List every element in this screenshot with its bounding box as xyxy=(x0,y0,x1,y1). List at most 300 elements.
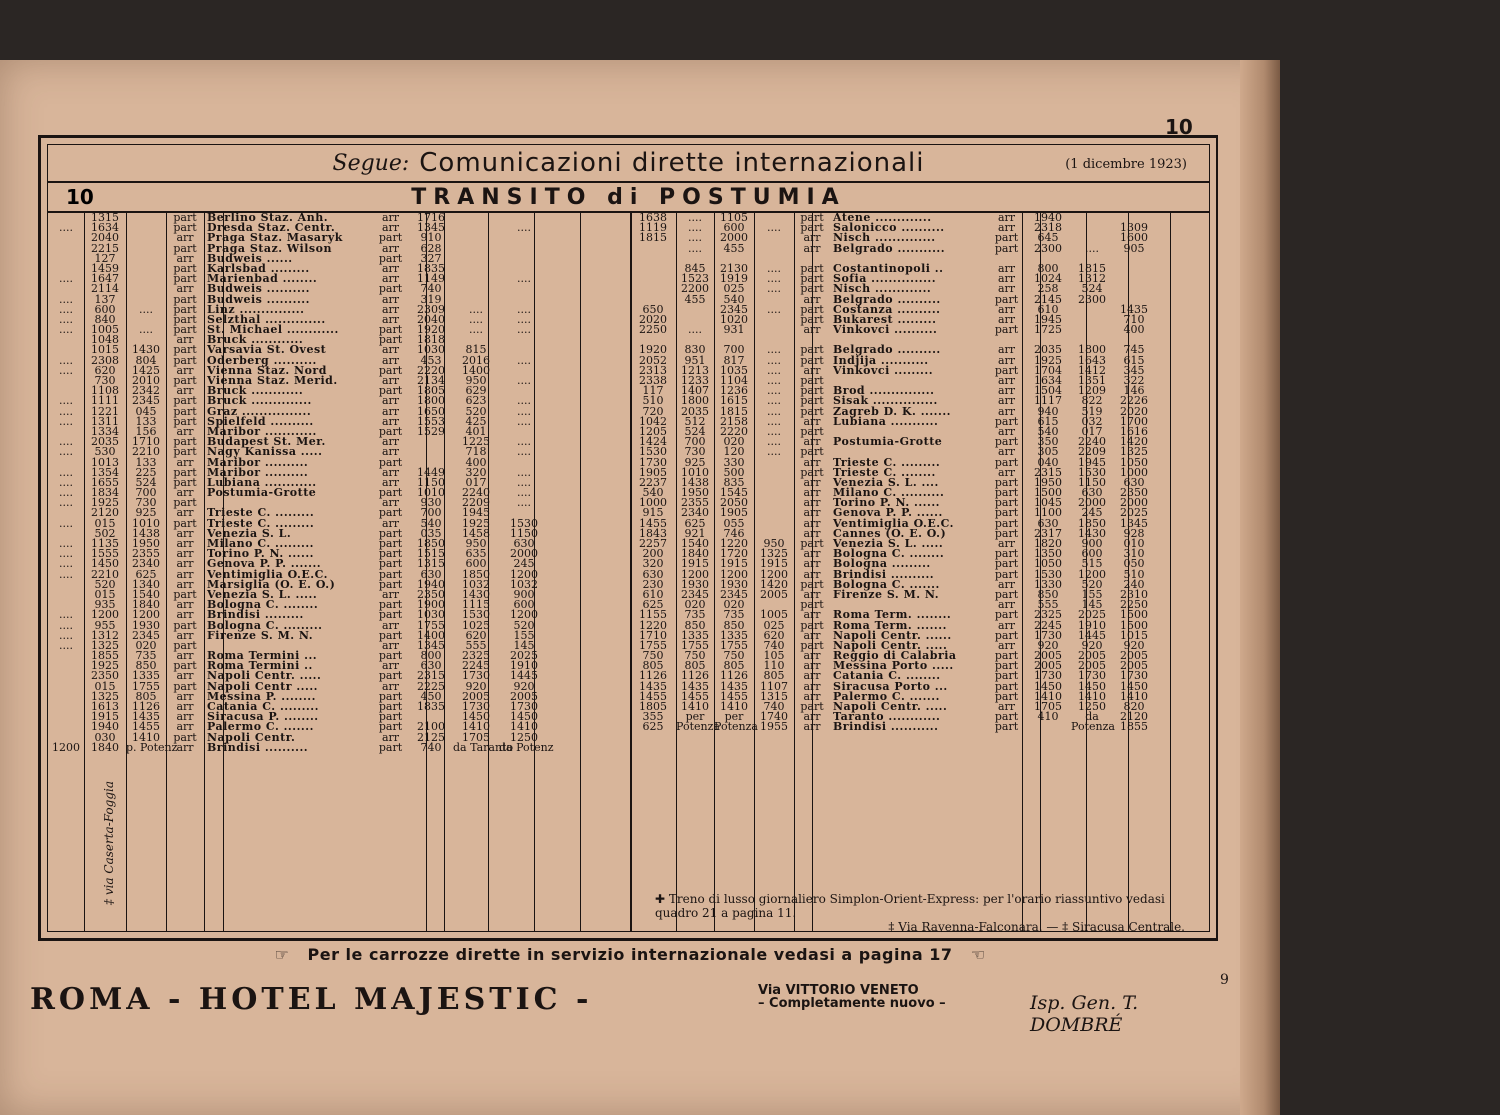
station-name: Vienna Staz. Nord xyxy=(207,363,327,377)
table-cell: arr xyxy=(803,516,821,530)
station-name: Belgrado ........... xyxy=(833,241,946,255)
table-cell xyxy=(126,284,166,294)
station-name: Zagreb D. K. ....... xyxy=(833,404,951,418)
table-cell: 1530 xyxy=(1078,465,1106,479)
table-cell: 615 xyxy=(1037,414,1059,428)
table-cell: part xyxy=(994,547,1019,561)
table-cell: 1000 xyxy=(639,496,667,510)
table-cell: 1730 xyxy=(510,700,538,713)
table-cell xyxy=(126,213,166,223)
table-cell: 1940 xyxy=(417,577,445,591)
table-cell: 1438 xyxy=(132,526,160,540)
table-cell: 735 xyxy=(723,608,745,622)
station-name: Venezia S. L. xyxy=(207,526,292,540)
table-cell: .... xyxy=(59,638,73,652)
table-cell xyxy=(409,437,453,447)
table-cell: 1930 xyxy=(720,577,748,591)
table-cell: arr xyxy=(381,638,400,652)
table-cell: part xyxy=(994,608,1019,622)
table-cell: 1325 xyxy=(760,547,788,561)
table-cell: 1755 xyxy=(417,618,445,632)
table-cell: 2025 xyxy=(510,649,538,663)
table-cell: 2020 xyxy=(639,312,667,326)
table-cell: 1048 xyxy=(91,333,119,347)
table-cell: .... xyxy=(767,414,781,428)
table-cell xyxy=(48,233,84,243)
hotel-name: ROMA - HOTEL MAJESTIC - xyxy=(30,982,593,1017)
table-cell xyxy=(754,458,794,468)
table-cell xyxy=(630,274,676,284)
table-row xyxy=(48,233,630,243)
table-cell: p. Potenz xyxy=(126,740,178,754)
table-cell: 2052 xyxy=(639,353,667,367)
table-cell: 2210 xyxy=(91,567,119,581)
table-cell: 455 xyxy=(684,292,706,306)
table-cell: arr xyxy=(803,435,821,449)
table-cell: 750 xyxy=(684,649,706,663)
table-cell: .... xyxy=(59,221,73,235)
table-cell: 1455 xyxy=(720,689,748,703)
table-cell: 1010 xyxy=(132,516,160,530)
table-cell: 1600 xyxy=(1120,231,1148,245)
table-cell: part xyxy=(378,649,403,663)
table-cell: arr xyxy=(176,710,194,724)
table-cell: .... xyxy=(517,374,531,387)
table-cell: 453 xyxy=(420,353,442,367)
station-name: Napoli Centr. ..... xyxy=(833,638,948,652)
table-cell: 025 xyxy=(763,618,785,632)
table-cell xyxy=(754,233,794,243)
table-cell: 840 xyxy=(94,312,116,326)
table-cell: 520 xyxy=(465,404,487,418)
table-cell: part xyxy=(994,649,1019,663)
table-cell: 2125 xyxy=(417,730,445,744)
table-cell: part xyxy=(173,261,197,275)
header-row xyxy=(48,145,1209,183)
table-cell: 1458 xyxy=(462,526,490,540)
table-cell: arr xyxy=(176,537,194,550)
table-cell: part xyxy=(173,587,197,601)
table-cell: arr xyxy=(803,689,821,703)
table-cell: .... xyxy=(59,302,73,316)
table-cell: arr xyxy=(803,608,821,622)
table-cell xyxy=(453,264,499,274)
table-cell: 2050 xyxy=(720,496,748,510)
table-cell: 1850 xyxy=(462,567,490,581)
table-cell: 1150 xyxy=(417,475,445,489)
table-cell: arr xyxy=(381,618,400,632)
table-cell: 2005 xyxy=(1078,659,1106,673)
table-cell: arr xyxy=(997,577,1016,591)
table-cell xyxy=(409,447,453,457)
table-cell: part xyxy=(994,292,1019,306)
table-cell: 2025 xyxy=(1120,506,1148,520)
station-name: Roma Termini ... xyxy=(207,649,318,663)
table-cell: part xyxy=(994,567,1019,581)
table-cell: 355 xyxy=(642,710,664,724)
table-cell: part xyxy=(800,445,824,459)
table-cell: part xyxy=(173,475,197,489)
timetable-inner xyxy=(47,144,1210,932)
table-cell: 1905 xyxy=(639,465,667,479)
table-cell: 520 xyxy=(1081,577,1103,591)
table-cell: part xyxy=(994,506,1019,520)
table-cell xyxy=(126,254,166,264)
table-cell xyxy=(453,233,499,243)
table-cell: 1925 xyxy=(1034,353,1062,367)
station-name: Ventimiglia O.E.C. xyxy=(207,567,328,581)
table-cell: part xyxy=(800,465,824,479)
table-cell: 900 xyxy=(1081,537,1103,550)
table-cell: arr xyxy=(381,261,400,275)
table-cell: 730 xyxy=(135,496,157,510)
table-row xyxy=(48,241,630,255)
table-cell: 1032 xyxy=(462,577,490,591)
table-cell: 2114 xyxy=(91,282,119,296)
table-cell: part xyxy=(173,343,197,357)
table-cell: 620 xyxy=(763,628,785,642)
station-name: Siracusa Porto ... xyxy=(833,679,948,693)
table-cell: part xyxy=(173,516,197,530)
table-cell: 2338 xyxy=(639,374,667,387)
table-cell: 1135 xyxy=(91,537,119,550)
table-cell: 2345 xyxy=(720,302,748,316)
station-name: Praga Staz. Masaryk xyxy=(207,231,343,245)
station-name: Dresda Staz. Centr. xyxy=(207,221,336,235)
table-cell: arr xyxy=(803,231,821,245)
station-name: Postumia-Grotte xyxy=(207,486,317,500)
table-cell: 1126 xyxy=(639,669,667,683)
table-cell: 2040 xyxy=(91,231,119,245)
table-cell: arr xyxy=(803,649,821,663)
table-cell: 920 xyxy=(1037,638,1059,652)
table-cell: .... xyxy=(517,465,531,479)
table-cell: 2342 xyxy=(132,384,160,398)
table-cell: arr xyxy=(997,221,1016,235)
table-cell: 615 xyxy=(1123,353,1145,367)
table-cell: part xyxy=(173,445,197,459)
table-cell: arr xyxy=(176,689,194,703)
table-cell: .... xyxy=(469,323,483,337)
table-cell: 1111 xyxy=(91,394,119,408)
table-cell xyxy=(1113,264,1155,274)
table-cell: 1100 xyxy=(1034,506,1062,520)
table-cell: 1200 xyxy=(132,608,160,622)
station-name: Bukarest ......... xyxy=(833,312,937,326)
table-cell: 1407 xyxy=(681,384,709,398)
table-cell: part xyxy=(800,404,824,418)
table-cell: 1720 xyxy=(720,547,748,561)
table-cell: arr xyxy=(803,547,821,561)
table-cell: 2000 xyxy=(720,231,748,245)
table-cell: part xyxy=(378,700,403,713)
table-cell: 1730 xyxy=(1034,628,1062,642)
table-cell: 1200 xyxy=(510,608,538,622)
table-cell: 1835 xyxy=(417,261,445,275)
table-cell: 1500 xyxy=(1034,486,1062,500)
table-cell: 1150 xyxy=(510,526,538,540)
table-cell: 1221 xyxy=(91,404,119,418)
table-cell: 1107 xyxy=(760,679,788,693)
station-name: Palermo C. ....... xyxy=(207,720,314,734)
table-cell: arr xyxy=(803,292,821,306)
table-cell: 1150 xyxy=(1078,475,1106,489)
side-label: ‡ via Caserta-Foggia xyxy=(102,780,116,905)
table-cell: 120 xyxy=(723,445,745,459)
table-cell: arr xyxy=(803,526,821,540)
table-cell xyxy=(754,478,794,488)
table-cell: 1730 xyxy=(639,455,667,469)
table-cell: arr xyxy=(176,282,194,296)
table-cell: part xyxy=(378,689,403,703)
table-cell: arr xyxy=(997,404,1016,418)
table-cell: 940 xyxy=(1037,404,1059,418)
table-cell: 133 xyxy=(135,455,157,469)
table-cell: arr xyxy=(176,649,194,663)
table-cell: 1930 xyxy=(681,577,709,591)
table-cell: arr xyxy=(176,740,194,754)
station-name: Vinkovci .......... xyxy=(833,323,938,337)
table-cell: 105 xyxy=(763,649,785,663)
table-cell: arr xyxy=(803,679,821,693)
table-cell: 620 xyxy=(465,628,487,642)
table-cell: 225 xyxy=(135,465,157,479)
table-cell: da Potenz xyxy=(499,740,554,754)
table-cell: 1010 xyxy=(417,486,445,500)
table-cell: .... xyxy=(59,618,73,632)
table-cell: part xyxy=(378,567,403,581)
table-cell: 455 xyxy=(723,241,745,255)
table-cell xyxy=(754,468,794,478)
station-name: Napoli Centr. ..... xyxy=(207,669,322,683)
table-cell: .... xyxy=(767,343,781,357)
table-cell: 1205 xyxy=(639,424,667,438)
table-cell: 1410 xyxy=(1078,689,1106,703)
table-cell xyxy=(754,488,794,498)
table-cell: 030 xyxy=(94,730,116,744)
table-cell: 745 xyxy=(1123,343,1145,357)
table-cell: .... xyxy=(517,475,531,489)
table-cell: 1025 xyxy=(462,618,490,632)
table-cell: part xyxy=(994,241,1019,255)
notes xyxy=(655,892,1215,934)
table-cell xyxy=(453,284,499,294)
table-cell: 1800 xyxy=(1078,343,1106,357)
station-name: Milano C. .......... xyxy=(833,486,945,500)
table-cell xyxy=(1071,315,1113,325)
station-name: Messina Porto ..... xyxy=(833,659,954,673)
table-cell: part xyxy=(994,587,1019,601)
table-cell: 2000 xyxy=(510,547,538,561)
table-cell: 2350 xyxy=(91,669,119,683)
table-cell: arr xyxy=(997,445,1016,459)
table-cell xyxy=(754,325,794,335)
table-cell: part xyxy=(378,526,403,540)
table-cell: part xyxy=(378,251,403,265)
station-name: Brindisi .......... xyxy=(207,740,309,754)
station-name: Maribor .......... xyxy=(207,455,309,469)
station-name: Venezia S. L. ..... xyxy=(833,537,944,550)
table-cell: 1755 xyxy=(132,679,160,693)
table-cell: 2250 xyxy=(1120,598,1148,612)
table-cell: 1200 xyxy=(52,740,80,754)
table-cell: part xyxy=(994,628,1019,642)
station-name: Salonicco .......... xyxy=(833,221,945,235)
table-cell: 1410 xyxy=(132,730,160,744)
table-cell: arr xyxy=(381,374,400,387)
table-cell: part xyxy=(800,537,824,550)
table-cell: 1315 xyxy=(91,211,119,224)
station-name: Costantinopoli .. xyxy=(833,261,944,275)
table-cell xyxy=(48,722,84,732)
table-cell: .... xyxy=(517,486,531,500)
table-cell: 2005 xyxy=(1034,659,1062,673)
table-cell: 1515 xyxy=(417,547,445,561)
table-cell: arr xyxy=(803,414,821,428)
table-cell: 401 xyxy=(465,424,487,438)
table-cell: 1410 xyxy=(510,720,538,734)
table-cell: 630 xyxy=(1081,486,1103,500)
table-cell: 020 xyxy=(684,598,706,612)
table-cell: 2345 xyxy=(132,628,160,642)
table-cell: 850 xyxy=(684,618,706,632)
station-name: Milano C. ......... xyxy=(207,537,315,550)
table-cell: 1345 xyxy=(417,638,445,652)
table-cell: 1540 xyxy=(132,587,160,601)
table-cell: part xyxy=(800,384,824,398)
table-cell: 1042 xyxy=(639,414,667,428)
table-cell: 032 xyxy=(1081,414,1103,428)
table-cell: 320 xyxy=(465,465,487,479)
table-cell: part xyxy=(173,312,197,326)
subtitle-row xyxy=(48,183,1209,213)
table-cell: 055 xyxy=(723,516,745,530)
table-cell: 740 xyxy=(763,700,785,713)
table-cell: 815 xyxy=(465,343,487,357)
station-name: Genova P. P. ...... xyxy=(833,506,943,520)
table-cell: 700 xyxy=(723,343,745,357)
station-name: Budapest St. Mer. xyxy=(207,435,326,449)
station-name: Maribor ............ xyxy=(207,424,317,438)
station-name: Reggio di Calabria xyxy=(833,649,957,663)
table-cell: 2005 xyxy=(510,689,538,703)
table-cell: .... xyxy=(517,221,531,235)
station-name: Varsavia St. Ovest xyxy=(207,343,327,357)
table-cell: 1010 xyxy=(681,465,709,479)
table-cell: 2035 xyxy=(1034,343,1062,357)
table-cell: part xyxy=(173,679,197,693)
table-cell: part xyxy=(994,323,1019,337)
table-cell: part xyxy=(800,598,824,612)
table-cell: 2134 xyxy=(417,374,445,387)
table-cell: 2215 xyxy=(91,241,119,255)
table-cell: 245 xyxy=(1081,506,1103,520)
table-cell: arr xyxy=(803,710,821,724)
table-cell xyxy=(630,264,676,274)
table-cell: 1315 xyxy=(760,689,788,703)
table-cell: 1805 xyxy=(639,700,667,713)
table-cell xyxy=(499,335,549,345)
table-cell: 1250 xyxy=(1078,700,1106,713)
table-cell: 1050 xyxy=(1120,455,1148,469)
table-cell: part xyxy=(173,394,197,408)
table-cell: part xyxy=(173,435,197,449)
table-row xyxy=(48,325,630,335)
table-cell: part xyxy=(378,384,403,398)
table-cell: 1553 xyxy=(417,414,445,428)
table-cell: part xyxy=(378,577,403,591)
table-cell: 650 xyxy=(642,302,664,316)
table-cell: .... xyxy=(59,312,73,326)
table-cell: part xyxy=(994,669,1019,683)
table-cell: part xyxy=(800,221,824,235)
table-cell: .... xyxy=(688,221,702,235)
table-cell: part xyxy=(173,272,197,286)
table-cell xyxy=(1113,254,1155,264)
left-timetable xyxy=(48,213,630,753)
table-cell: 1915 xyxy=(720,557,748,571)
table-cell: 1015 xyxy=(91,343,119,357)
table-cell: 510 xyxy=(1123,567,1145,581)
table-cell: part xyxy=(378,628,403,642)
table-cell: 835 xyxy=(723,475,745,489)
table-cell: 1643 xyxy=(1078,353,1106,367)
table-cell: 2245 xyxy=(1034,618,1062,632)
table-cell: 2210 xyxy=(132,445,160,459)
table-row xyxy=(48,213,630,223)
table-cell: arr xyxy=(176,669,194,683)
station-name: Linz ............... xyxy=(207,302,305,316)
station-name: Budweis .......... xyxy=(207,282,310,296)
station-name: Trieste C. ........ xyxy=(833,465,936,479)
station-name: Torino P. N. ...... xyxy=(833,496,940,510)
table-cell: .... xyxy=(517,445,531,459)
table-cell: 320 xyxy=(642,557,664,571)
table-cell: 1850 xyxy=(1078,516,1106,530)
table-cell: part xyxy=(378,231,403,245)
table-cell: 2355 xyxy=(681,496,709,510)
table-cell: 1020 xyxy=(720,312,748,326)
table-cell: Potenza xyxy=(714,720,758,734)
table-cell xyxy=(48,692,84,702)
station-name: Bologna C. ........ xyxy=(207,598,319,612)
table-cell: 2245 xyxy=(462,659,490,673)
table-cell xyxy=(499,233,549,243)
table-cell: 2340 xyxy=(681,506,709,520)
table-row xyxy=(48,274,630,284)
station-name: Belgrado .......... xyxy=(833,343,941,357)
table-cell: 1209 xyxy=(1078,384,1106,398)
table-cell: 1412 xyxy=(1078,363,1106,377)
table-cell: 630 xyxy=(642,567,664,581)
station-name: Karlsbad ......... xyxy=(207,261,310,275)
station-name: Belgrado .......... xyxy=(833,292,941,306)
table-cell: 1915 xyxy=(91,710,119,724)
table-cell: 1925 xyxy=(462,516,490,530)
table-cell: arr xyxy=(381,730,400,744)
table-cell: 1149 xyxy=(417,272,445,286)
table-cell: 1435 xyxy=(720,679,748,693)
table-cell: arr xyxy=(176,608,194,622)
table-cell: part xyxy=(800,343,824,357)
table-cell: 2300 xyxy=(1078,292,1106,306)
table-cell: arr xyxy=(381,659,400,673)
table-cell: arr xyxy=(803,455,821,469)
table-cell: 2318 xyxy=(1034,221,1062,235)
table-cell: 845 xyxy=(684,261,706,275)
station-name: Roma Termini .. xyxy=(207,659,313,673)
table-cell: part xyxy=(173,465,197,479)
